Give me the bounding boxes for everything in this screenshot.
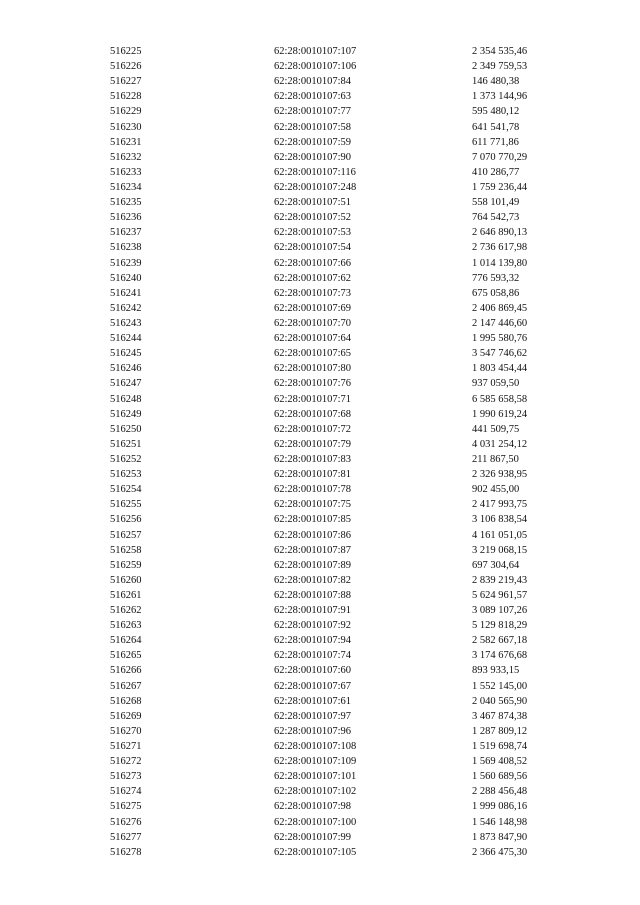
cadastral-number: 62:28:0010107:88 [274,589,352,601]
row-number: 516241 [110,287,142,299]
cadastral-number: 62:28:0010107:80 [274,363,352,375]
cadastral-number: 62:28:0010107:85 [274,514,352,526]
table-row [110,679,590,694]
cadastral-value: 1 990 619,24 [472,408,528,420]
table-row [110,497,590,512]
cadastral-value: 3 467 874,38 [472,710,528,722]
row-number: 516275 [110,801,142,813]
cadastral-value: 2 839 219,43 [472,574,528,586]
row-number: 516232 [110,151,142,163]
row-number: 516255 [110,499,142,511]
cadastral-value: 1 873 847,90 [472,831,528,843]
table-row [110,799,590,814]
cadastral-number: 62:28:0010107:92 [274,620,352,632]
table-row [110,346,590,361]
cadastral-number: 62:28:0010107:59 [274,136,352,148]
cadastral-value: 2 646 890,13 [472,227,528,239]
row-number: 516246 [110,363,142,375]
row-number: 516234 [110,181,142,193]
row-number: 516236 [110,212,142,224]
cadastral-value: 2 147 446,60 [472,317,528,329]
cadastral-value: 558 101,49 [472,197,520,209]
cadastral-value: 1 803 454,44 [472,363,528,375]
row-number: 516261 [110,589,142,601]
row-number: 516235 [110,197,142,209]
row-number: 516264 [110,635,142,647]
table-row [110,512,590,527]
table-row [110,210,590,225]
table-row [110,316,590,331]
row-number: 516225 [110,46,142,57]
row-number: 516253 [110,469,142,481]
cadastral-number: 62:28:0010107:77 [274,106,352,118]
cadastral-value: 893 933,15 [472,665,520,677]
cadastral-value: 3 219 068,15 [472,544,528,556]
row-number: 516240 [110,272,142,284]
row-number: 516237 [110,227,142,239]
cadastral-number: 62:28:0010107:68 [274,408,352,420]
row-number: 516248 [110,393,142,405]
cadastral-value: 3 089 107,26 [472,605,528,617]
cadastral-number: 62:28:0010107:74 [274,650,352,662]
cadastral-value: 1 519 698,74 [472,741,528,753]
table-row [110,361,590,376]
row-number: 516239 [110,257,142,269]
table-row [110,331,590,346]
cadastral-value: 2 040 565,90 [472,695,528,707]
table-row [110,256,590,271]
cadastral-value: 1 569 408,52 [472,756,528,768]
table-row [110,59,590,74]
cadastral-number: 62:28:0010107:54 [274,242,352,254]
row-number: 516250 [110,423,142,435]
cadastral-number: 62:28:0010107:98 [274,801,352,813]
table-row [110,573,590,588]
row-number: 516262 [110,605,142,617]
row-number: 516231 [110,136,142,148]
cadastral-value: 2 349 759,53 [472,61,528,73]
cadastral-number: 62:28:0010107:99 [274,831,352,843]
row-number: 516272 [110,756,142,768]
cadastral-number: 62:28:0010107:65 [274,348,352,360]
cadastral-value: 5 624 961,57 [472,589,528,601]
row-number: 516249 [110,408,142,420]
table-row [110,422,590,437]
table-row [110,558,590,573]
cadastral-number: 62:28:0010107:90 [274,151,352,163]
cadastral-value: 4 031 254,12 [472,438,528,450]
row-number: 516244 [110,333,142,345]
table-row [110,482,590,497]
row-number: 516226 [110,61,142,73]
row-number: 516258 [110,544,142,556]
table-row [110,709,590,724]
cadastral-value: 1 560 689,56 [472,771,528,783]
cadastral-number: 62:28:0010107:76 [274,378,352,390]
table-row [110,739,590,754]
cadastral-number: 62:28:0010107:84 [274,76,352,88]
cadastral-number: 62:28:0010107:248 [274,181,357,193]
cadastral-number: 62:28:0010107:69 [274,302,352,314]
cadastral-value: 2 582 667,18 [472,635,528,647]
row-number: 516263 [110,620,142,632]
cadastral-number: 62:28:0010107:58 [274,121,352,133]
table-row [110,392,590,407]
cadastral-number: 62:28:0010107:96 [274,725,352,737]
cadastral-value: 2 288 456,48 [472,786,528,798]
cadastral-value: 146 480,38 [472,76,520,88]
cadastral-number: 62:28:0010107:108 [274,741,357,753]
cadastral-number: 62:28:0010107:53 [274,227,352,239]
row-number: 516247 [110,378,142,390]
row-number: 516273 [110,771,142,783]
cadastral-value: 1 287 809,12 [472,725,528,737]
cadastral-number: 62:28:0010107:81 [274,469,352,481]
cadastral-number: 62:28:0010107:79 [274,438,352,450]
row-number: 516256 [110,514,142,526]
table-row [110,769,590,784]
cadastral-value: 2 366 475,30 [472,846,528,858]
cadastral-value: 410 286,77 [472,166,520,178]
row-number: 516277 [110,831,142,843]
table-row [110,120,590,135]
row-number: 516266 [110,665,142,677]
row-number: 516252 [110,453,142,465]
row-number: 516243 [110,317,142,329]
row-number: 516270 [110,725,142,737]
cadastral-value: 2 417 993,75 [472,499,528,511]
cadastral-value: 641 541,78 [472,121,520,133]
table-row [110,271,590,286]
row-number: 516230 [110,121,142,133]
cadastral-value: 764 542,73 [472,212,520,224]
cadastral-value: 611 771,86 [472,136,519,148]
table-row [110,648,590,663]
table-row [110,543,590,558]
cadastral-value-table [110,44,590,860]
cadastral-value: 697 304,64 [472,559,520,571]
table-row [110,74,590,89]
cadastral-number: 62:28:0010107:71 [274,393,352,405]
cadastral-value: 675 058,86 [472,287,520,299]
cadastral-value: 1 014 139,80 [472,257,528,269]
cadastral-number: 62:28:0010107:102 [274,786,357,798]
table-row [110,784,590,799]
cadastral-value: 1 552 145,00 [472,680,528,692]
table-row [110,815,590,830]
cadastral-value: 6 585 658,58 [472,393,528,405]
cadastral-number: 62:28:0010107:105 [274,846,357,858]
row-number: 516271 [110,741,142,753]
table-row [110,376,590,391]
row-number: 516274 [110,786,142,798]
row-number: 516228 [110,91,142,103]
cadastral-value: 1 546 148,98 [472,816,528,828]
table-row [110,89,590,104]
cadastral-number: 62:28:0010107:67 [274,680,352,692]
row-number: 516227 [110,76,142,88]
cadastral-value: 595 480,12 [472,106,520,118]
row-number: 516242 [110,302,142,314]
table-row [110,467,590,482]
cadastral-number: 62:28:0010107:72 [274,423,352,435]
row-number: 516260 [110,574,142,586]
cadastral-number: 62:28:0010107:52 [274,212,352,224]
table-row [110,830,590,845]
cadastral-value: 2 354 535,46 [472,46,528,57]
cadastral-value: 3 174 676,68 [472,650,528,662]
table-row [110,286,590,301]
table-row [110,754,590,769]
cadastral-number: 62:28:0010107:63 [274,91,352,103]
table-row [110,633,590,648]
cadastral-number: 62:28:0010107:78 [274,484,352,496]
cadastral-number: 62:28:0010107:107 [274,46,357,57]
table-row [110,845,590,860]
cadastral-number: 62:28:0010107:70 [274,317,352,329]
table-row [110,225,590,240]
row-number: 516238 [110,242,142,254]
table-row [110,165,590,180]
row-number: 516276 [110,816,142,828]
table-row [110,452,590,467]
table-row [110,150,590,165]
cadastral-number: 62:28:0010107:75 [274,499,352,511]
cadastral-number: 62:28:0010107:73 [274,287,352,299]
row-number: 516229 [110,106,142,118]
cadastral-value: 902 455,00 [472,484,520,496]
cadastral-number: 62:28:0010107:87 [274,544,352,556]
table-row [110,180,590,195]
table-row [110,588,590,603]
table-row [110,104,590,119]
cadastral-number: 62:28:0010107:61 [274,695,352,707]
cadastral-number: 62:28:0010107:89 [274,559,352,571]
row-number: 516265 [110,650,142,662]
cadastral-number: 62:28:0010107:116 [274,166,356,178]
cadastral-number: 62:28:0010107:66 [274,257,352,269]
cadastral-number: 62:28:0010107:62 [274,272,352,284]
cadastral-value: 7 070 770,29 [472,151,528,163]
row-number: 516267 [110,680,142,692]
cadastral-value: 1 999 086,16 [472,801,528,813]
cadastral-value: 3 106 838,54 [472,514,528,526]
table-row [110,663,590,678]
table-row [110,407,590,422]
table-row [110,240,590,255]
cadastral-number: 62:28:0010107:86 [274,529,352,541]
row-number: 516254 [110,484,142,496]
cadastral-number: 62:28:0010107:106 [274,61,357,73]
cadastral-value: 2 326 938,95 [472,469,528,481]
table-row [110,724,590,739]
table-row [110,301,590,316]
row-number: 516278 [110,846,142,858]
table-row [110,618,590,633]
cadastral-number: 62:28:0010107:60 [274,665,352,677]
cadastral-number: 62:28:0010107:109 [274,756,357,768]
row-number: 516257 [110,529,142,541]
table-row [110,437,590,452]
cadastral-number: 62:28:0010107:83 [274,453,352,465]
cadastral-number: 62:28:0010107:100 [274,816,357,828]
cadastral-value: 3 547 746,62 [472,348,528,360]
cadastral-value: 776 593,32 [472,272,520,284]
cadastral-value: 1 995 580,76 [472,333,528,345]
cadastral-number: 62:28:0010107:97 [274,710,352,722]
cadastral-value: 441 509,75 [472,423,520,435]
cadastral-number: 62:28:0010107:91 [274,605,352,617]
cadastral-number: 62:28:0010107:51 [274,197,352,209]
row-number: 516245 [110,348,142,360]
row-number: 516268 [110,695,142,707]
table-row [110,135,590,150]
cadastral-number: 62:28:0010107:82 [274,574,352,586]
table-row [110,603,590,618]
table-row [110,528,590,543]
row-number: 516233 [110,166,142,178]
cadastral-value: 2 736 617,98 [472,242,528,254]
cadastral-number: 62:28:0010107:94 [274,635,352,647]
row-number: 516259 [110,559,142,571]
cadastral-value: 211 867,50 [472,453,519,465]
cadastral-value: 937 059,50 [472,378,520,390]
row-number: 516251 [110,438,142,450]
cadastral-value: 4 161 051,05 [472,529,528,541]
cadastral-value: 1 759 236,44 [472,181,528,193]
table-row [110,195,590,210]
cadastral-number: 62:28:0010107:64 [274,333,352,345]
row-number: 516269 [110,710,142,722]
cadastral-value: 1 373 144,96 [472,91,528,103]
table-row [110,44,590,59]
table-row [110,694,590,709]
cadastral-value: 5 129 818,29 [472,620,528,632]
cadastral-number: 62:28:0010107:101 [274,771,357,783]
cadastral-value: 2 406 869,45 [472,302,528,314]
